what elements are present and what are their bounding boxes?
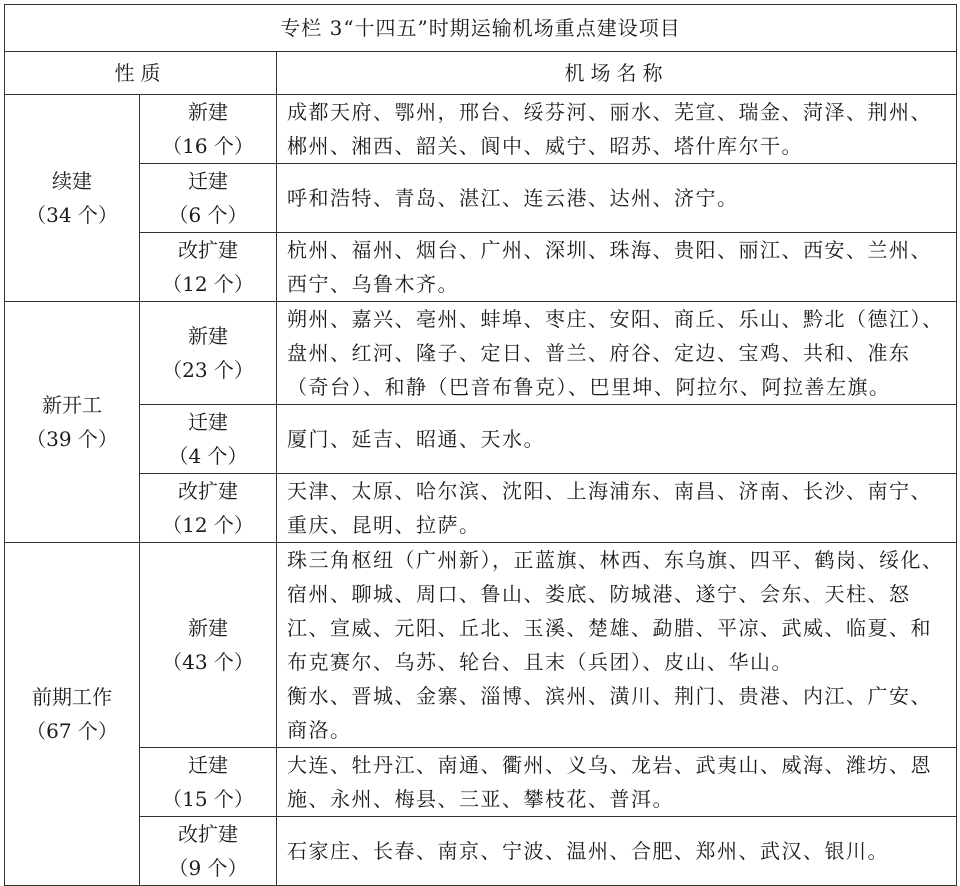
subtype-label: 迁建 bbox=[188, 169, 228, 193]
subtype-count: （23 个） bbox=[162, 358, 254, 382]
category-count: （67 个） bbox=[26, 719, 118, 743]
airport-list-cell bbox=[277, 302, 957, 405]
airport-list-cell bbox=[277, 748, 957, 817]
subtype-label: 改扩建 bbox=[178, 479, 238, 503]
airport-list-text: 呼和浩特、青岛、湛江、连云港、达州、济宁。 bbox=[287, 186, 739, 210]
category-cell bbox=[5, 302, 140, 543]
airport-projects-table bbox=[4, 4, 957, 886]
subtype-cell bbox=[140, 164, 277, 233]
category-label: 前期工作 bbox=[32, 685, 112, 709]
subtype-cell bbox=[140, 543, 277, 748]
subtype-label: 新建 bbox=[188, 324, 228, 348]
airport-list-text: 杭州、福州、烟台、广州、深圳、珠海、贵阳、丽江、西安、兰州、西宁、乌鲁木齐。 bbox=[287, 238, 932, 296]
airport-list-cell bbox=[277, 164, 957, 233]
airport-list-cell bbox=[277, 405, 957, 474]
subtype-cell bbox=[140, 748, 277, 817]
category-label: 续建 bbox=[52, 169, 92, 193]
airport-list-text: 天津、太原、哈尔滨、沈阳、上海浦东、南昌、济南、长沙、南宁、重庆、昆明、拉萨。 bbox=[287, 479, 932, 537]
subtype-cell bbox=[140, 95, 277, 164]
subtype-cell bbox=[140, 302, 277, 405]
table-title: 专栏 3“十四五”时期运输机场重点建设项目 bbox=[5, 5, 957, 52]
subtype-cell bbox=[140, 233, 277, 302]
category-cell bbox=[5, 543, 140, 886]
airport-list-cell bbox=[277, 817, 957, 886]
airport-list-text: 珠三角枢纽（广州新），正蓝旗、林西、东乌旗、四平、鹤岗、绥化、宿州、聊城、周口、鲁山、娄底、防城港、遂宁、会东、天柱、怒江、宣威、元阳、丘北、玉溪、楚雄、勐腊、平凉、武威、临夏、和布克赛尔、乌苏、轮台、且末（兵团）、皮山、华山。 bbox=[287, 548, 944, 674]
airport-list-cell bbox=[277, 543, 957, 748]
subtype-label: 新建 bbox=[188, 616, 228, 640]
airport-list-cell bbox=[277, 474, 957, 543]
subtype-count: （43 个） bbox=[162, 650, 254, 674]
subtype-label: 迁建 bbox=[188, 753, 228, 777]
subtype-label: 新建 bbox=[188, 100, 228, 124]
category-cell bbox=[5, 95, 140, 302]
subtype-label: 改扩建 bbox=[178, 822, 238, 846]
airport-list-cell bbox=[277, 233, 957, 302]
airport-list-text: 石家庄、长春、南京、宁波、温州、合肥、郑州、武汉、银川。 bbox=[287, 839, 889, 863]
subtype-cell bbox=[140, 817, 277, 886]
airport-list-cell bbox=[277, 95, 957, 164]
category-label: 新开工 bbox=[42, 393, 102, 417]
header-airport-names: 机场名称 bbox=[277, 52, 957, 95]
category-count: （34 个） bbox=[26, 203, 118, 227]
header-nature: 性质 bbox=[5, 52, 277, 95]
airport-list-text: 朔州、嘉兴、亳州、蚌埠、枣庄、安阳、商丘、乐山、黔北（德江）、盘州、红河、隆子、定日、普兰、府谷、定边、宝鸡、共和、准东（奇台）、和静（巴音布鲁克）、巴里坤、阿拉尔、阿拉善左旗。 bbox=[287, 307, 944, 399]
subtype-cell bbox=[140, 405, 277, 474]
subtype-count: （12 个） bbox=[162, 272, 254, 296]
subtype-count: （15 个） bbox=[162, 787, 254, 811]
subtype-label: 迁建 bbox=[188, 410, 228, 434]
subtype-label: 改扩建 bbox=[178, 238, 238, 262]
subtype-count: （4 个） bbox=[168, 444, 248, 468]
airport-list-text: 衡水、晋城、金寨、淄博、滨州、潢川、荆门、贵港、内江、广安、商洛。 bbox=[287, 684, 932, 742]
category-count: （39 个） bbox=[26, 427, 118, 451]
airport-list-text: 成都天府、鄂州，邢台、绥芬河、丽水、芜宣、瑞金、菏泽、荆州、郴州、湘西、韶关、阆中、威宁、昭苏、塔什库尔干。 bbox=[287, 100, 932, 158]
airport-list-text: 大连、牡丹江、南通、衢州、义乌、龙岩、武夷山、威海、潍坊、恩施、永州、梅县、三亚、攀枝花、普洱。 bbox=[287, 753, 932, 811]
subtype-count: （6 个） bbox=[168, 203, 248, 227]
subtype-count: （9 个） bbox=[168, 856, 248, 880]
subtype-count: （16 个） bbox=[162, 134, 254, 158]
subtype-count: （12 个） bbox=[162, 513, 254, 537]
subtype-cell bbox=[140, 474, 277, 543]
airport-list-text: 厦门、延吉、昭通、天水。 bbox=[287, 427, 545, 451]
